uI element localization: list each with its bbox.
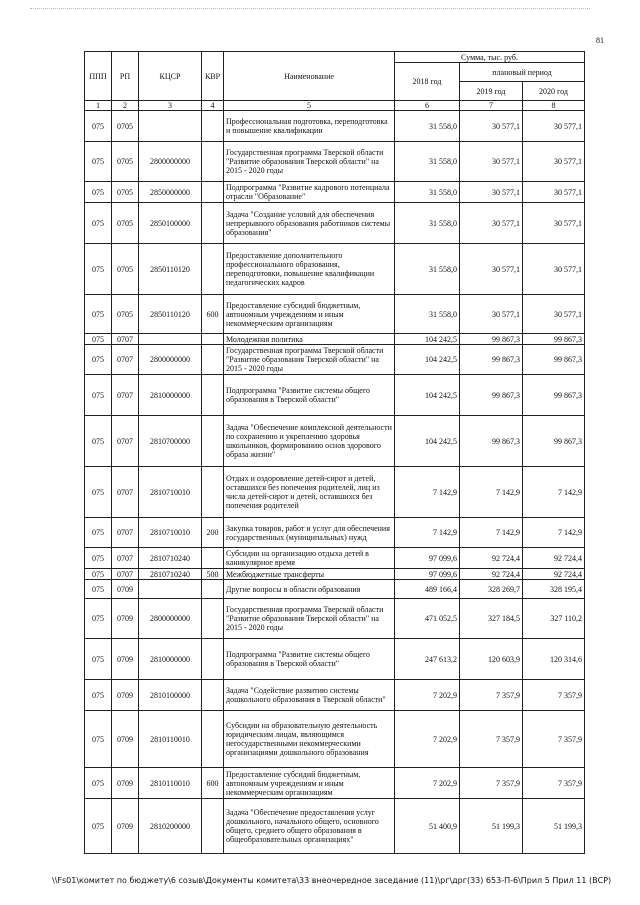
cell-kcsr: 2850100000 xyxy=(139,203,202,244)
cell-2020: 30 577,1 xyxy=(523,203,585,244)
cell-kvr xyxy=(202,599,224,639)
cell-2018: 104 242,5 xyxy=(395,345,460,375)
header-rp: РП xyxy=(112,52,139,101)
cell-kvr xyxy=(202,203,224,244)
cell-2018: 97 099,6 xyxy=(395,548,460,569)
cell-name: Профессиональная подготовка, переподготовка и повышение квалификации xyxy=(224,111,395,142)
table-header xyxy=(85,52,585,111)
cell-2020: 7 357,9 xyxy=(523,711,585,768)
cell-2019: 92 724,4 xyxy=(460,569,523,580)
cell-kvr xyxy=(202,111,224,142)
cell-2018: 7 202,9 xyxy=(395,711,460,768)
cell-kvr xyxy=(202,142,224,182)
cell-name: Межбюджетные трансферты xyxy=(224,569,395,580)
cell-rp: 0709 xyxy=(112,599,139,639)
cell-name: Предоставление дополнительного профессионального образования, переподготовки, повышение квалификации педагогических кадров xyxy=(224,244,395,295)
table-row xyxy=(85,580,585,599)
column-number: 4 xyxy=(202,101,224,111)
table-body xyxy=(85,111,585,854)
cell-rp: 0705 xyxy=(112,244,139,295)
cell-2019: 30 577,1 xyxy=(460,295,523,334)
cell-2020: 327 110,2 xyxy=(523,599,585,639)
cell-kvr xyxy=(202,375,224,416)
cell-kvr xyxy=(202,639,224,680)
cell-kcsr xyxy=(139,334,202,345)
budget-table xyxy=(84,51,585,854)
cell-kvr: 600 xyxy=(202,768,224,799)
table-row xyxy=(85,799,585,854)
cell-2018: 247 613,2 xyxy=(395,639,460,680)
cell-2019: 99 867,3 xyxy=(460,345,523,375)
cell-2020: 7 357,9 xyxy=(523,680,585,711)
cell-rp: 0707 xyxy=(112,518,139,548)
cell-2019: 7 142,9 xyxy=(460,518,523,548)
cell-name: Субсидии на организацию отдыха детей в каникулярное время xyxy=(224,548,395,569)
column-number: 5 xyxy=(224,101,395,111)
cell-2019: 99 867,3 xyxy=(460,375,523,416)
table-row xyxy=(85,203,585,244)
cell-kcsr: 2810100000 xyxy=(139,680,202,711)
cell-2019: 30 577,1 xyxy=(460,203,523,244)
column-number: 3 xyxy=(139,101,202,111)
cell-ppp: 075 xyxy=(85,111,112,142)
cell-kcsr xyxy=(139,580,202,599)
cell-name: Государственная программа Тверской области "Развитие образования Тверской области" на 2015 - 2020 годы xyxy=(224,345,395,375)
cell-2018: 7 202,9 xyxy=(395,768,460,799)
column-number: 2 xyxy=(112,101,139,111)
header-kcsr: КЦСР xyxy=(139,52,202,101)
cell-2020: 7 357,9 xyxy=(523,768,585,799)
table-row xyxy=(85,639,585,680)
column-number: 1 xyxy=(85,101,112,111)
cell-kcsr: 2810110010 xyxy=(139,711,202,768)
header-ppp: ППП xyxy=(85,52,112,101)
cell-2020: 120 314,6 xyxy=(523,639,585,680)
cell-name: Предоставление субсидий бюджетным, автономным учреждениям и иным некоммерческим организациям xyxy=(224,768,395,799)
cell-kvr: 200 xyxy=(202,518,224,548)
cell-2019: 30 577,1 xyxy=(460,142,523,182)
cell-ppp: 075 xyxy=(85,375,112,416)
cell-name: Предоставление субсидий бюджетным, автономным учреждениям и иным некоммерческим организациям xyxy=(224,295,395,334)
cell-ppp: 075 xyxy=(85,768,112,799)
header-planning-period: плановый период xyxy=(460,63,585,82)
cell-name: Закупка товаров, работ и услуг для обеспечения государственных (муниципальных) нужд xyxy=(224,518,395,548)
cell-2020: 30 577,1 xyxy=(523,111,585,142)
cell-ppp: 075 xyxy=(85,295,112,334)
cell-name: Молодежная политика xyxy=(224,334,395,345)
cell-2020: 30 577,1 xyxy=(523,142,585,182)
cell-name: Государственная программа Тверской области "Развитие образования Тверской области" на 2015 - 2020 годы xyxy=(224,599,395,639)
cell-ppp: 075 xyxy=(85,142,112,182)
cell-2018: 31 558,0 xyxy=(395,244,460,295)
table-row xyxy=(85,345,585,375)
cell-kcsr: 2810710240 xyxy=(139,569,202,580)
table-row xyxy=(85,375,585,416)
cell-ppp: 075 xyxy=(85,639,112,680)
cell-kcsr: 2810710010 xyxy=(139,467,202,518)
cell-kvr xyxy=(202,345,224,375)
cell-kvr xyxy=(202,548,224,569)
header-year-2020: 2020 год xyxy=(523,82,585,101)
cell-rp: 0707 xyxy=(112,334,139,345)
cell-ppp: 075 xyxy=(85,345,112,375)
cell-2018: 51 400,9 xyxy=(395,799,460,854)
cell-2019: 7 357,9 xyxy=(460,768,523,799)
table-row xyxy=(85,416,585,467)
cell-rp: 0705 xyxy=(112,203,139,244)
table-row xyxy=(85,768,585,799)
cell-kcsr: 2850110120 xyxy=(139,295,202,334)
cell-2019: 7 357,9 xyxy=(460,680,523,711)
cell-2018: 31 558,0 xyxy=(395,182,460,203)
page-number: 81 xyxy=(596,36,604,45)
table-row xyxy=(85,182,585,203)
cell-kvr: 500 xyxy=(202,569,224,580)
cell-kcsr: 2850110120 xyxy=(139,244,202,295)
cell-name: Задача "Обеспечение комплексной деятельности по сохранению и укреплению здоровья школьников, формированию основ здорового образа жизни" xyxy=(224,416,395,467)
cell-rp: 0707 xyxy=(112,569,139,580)
cell-2019: 327 184,5 xyxy=(460,599,523,639)
cell-2020: 30 577,1 xyxy=(523,182,585,203)
cell-2020: 92 724,4 xyxy=(523,548,585,569)
cell-kcsr: 2810700000 xyxy=(139,416,202,467)
cell-ppp: 075 xyxy=(85,203,112,244)
cell-rp: 0707 xyxy=(112,345,139,375)
cell-2020: 7 142,9 xyxy=(523,467,585,518)
table-row xyxy=(85,111,585,142)
cell-kvr xyxy=(202,680,224,711)
table-row xyxy=(85,548,585,569)
cell-rp: 0707 xyxy=(112,375,139,416)
table-row xyxy=(85,142,585,182)
cell-ppp: 075 xyxy=(85,599,112,639)
table-row xyxy=(85,680,585,711)
cell-ppp: 075 xyxy=(85,548,112,569)
cell-2019: 51 199,3 xyxy=(460,799,523,854)
cell-2018: 31 558,0 xyxy=(395,203,460,244)
cell-name: Задача "Создание условий для обеспечения непрерывного образования работников системы образования" xyxy=(224,203,395,244)
cell-2018: 471 052,5 xyxy=(395,599,460,639)
cell-2020: 99 867,3 xyxy=(523,416,585,467)
cell-2020: 99 867,3 xyxy=(523,375,585,416)
cell-ppp: 075 xyxy=(85,799,112,854)
cell-kcsr xyxy=(139,111,202,142)
cell-ppp: 075 xyxy=(85,182,112,203)
cell-kvr xyxy=(202,334,224,345)
table-row xyxy=(85,518,585,548)
cell-rp: 0709 xyxy=(112,768,139,799)
column-number-row xyxy=(85,101,585,111)
cell-kvr xyxy=(202,711,224,768)
cell-name: Отдых и оздоровление детей-сирот и детей, оставшихся без попечения родителей, лиц из числа детей-сирот и детей, оставшихся без попечения родителей xyxy=(224,467,395,518)
cell-rp: 0709 xyxy=(112,799,139,854)
cell-2018: 104 242,5 xyxy=(395,375,460,416)
cell-2020: 92 724,4 xyxy=(523,569,585,580)
header-sum-title: Сумма, тыс. руб. xyxy=(395,52,585,63)
cell-2018: 7 202,9 xyxy=(395,680,460,711)
cell-2019: 7 357,9 xyxy=(460,711,523,768)
cell-2020: 99 867,3 xyxy=(523,345,585,375)
cell-2018: 31 558,0 xyxy=(395,295,460,334)
cell-ppp: 075 xyxy=(85,244,112,295)
cell-kvr xyxy=(202,580,224,599)
cell-rp: 0705 xyxy=(112,142,139,182)
cell-2019: 30 577,1 xyxy=(460,244,523,295)
cell-kcsr: 2800000000 xyxy=(139,345,202,375)
cell-kcsr: 2810000000 xyxy=(139,375,202,416)
cell-2020: 99 867,3 xyxy=(523,334,585,345)
cell-kcsr: 2810110010 xyxy=(139,768,202,799)
cell-kvr xyxy=(202,416,224,467)
header-kvr: КВР xyxy=(202,52,224,101)
cell-2018: 7 142,9 xyxy=(395,518,460,548)
cell-2020: 7 142,9 xyxy=(523,518,585,548)
cell-2018: 97 099,6 xyxy=(395,569,460,580)
cell-ppp: 075 xyxy=(85,467,112,518)
cell-name: Подпрограмма "Развитие системы общего образования в Тверской области" xyxy=(224,639,395,680)
cell-2020: 30 577,1 xyxy=(523,244,585,295)
cell-kcsr: 2810710240 xyxy=(139,548,202,569)
cell-name: Субсидии на образовательную деятельность юридическим лицам, являющимся негосударственными некоммерческими организациями дошкольного образования xyxy=(224,711,395,768)
cell-name: Задача "Обеспечение предоставления услуг дошкольного, начального общего, основного общего, среднего общего образования в общеобразовательных организациях" xyxy=(224,799,395,854)
cell-name: Задача "Содействие развитию системы дошкольного образования в Тверской области" xyxy=(224,680,395,711)
cell-2020: 328 195,4 xyxy=(523,580,585,599)
cell-kcsr: 2800000000 xyxy=(139,142,202,182)
cell-2019: 7 142,9 xyxy=(460,467,523,518)
table-row xyxy=(85,295,585,334)
table-row xyxy=(85,599,585,639)
cell-ppp: 075 xyxy=(85,518,112,548)
cell-kvr xyxy=(202,182,224,203)
file-path-footer: \\Fs01\комитет по бюджету\6 созыв\Документы комитета\33 внеочередное заседание (11)\рг\дрг(33) 653-П-6\Прил 5 Прил 11 (ВСР) xyxy=(52,876,612,885)
table-row xyxy=(85,334,585,345)
cell-kvr: 600 xyxy=(202,295,224,334)
cell-2018: 489 166,4 xyxy=(395,580,460,599)
cell-kcsr: 2810000000 xyxy=(139,639,202,680)
cell-rp: 0709 xyxy=(112,639,139,680)
cell-2019: 30 577,1 xyxy=(460,111,523,142)
cell-name: Подпрограмма "Развитие системы общего образования в Тверской области" xyxy=(224,375,395,416)
cell-kvr xyxy=(202,244,224,295)
cell-2018: 31 558,0 xyxy=(395,142,460,182)
cell-rp: 0709 xyxy=(112,711,139,768)
header-year-2019: 2019 год xyxy=(460,82,523,101)
cell-rp: 0705 xyxy=(112,111,139,142)
cell-ppp: 075 xyxy=(85,580,112,599)
cell-2018: 7 142,9 xyxy=(395,467,460,518)
table-row xyxy=(85,467,585,518)
cell-2019: 30 577,1 xyxy=(460,182,523,203)
column-number: 6 xyxy=(395,101,460,111)
cell-ppp: 075 xyxy=(85,680,112,711)
cell-rp: 0707 xyxy=(112,467,139,518)
cell-2018: 31 558,0 xyxy=(395,111,460,142)
cell-2019: 92 724,4 xyxy=(460,548,523,569)
cell-rp: 0709 xyxy=(112,680,139,711)
cell-kcsr: 2850000000 xyxy=(139,182,202,203)
cell-2019: 328 269,7 xyxy=(460,580,523,599)
cell-rp: 0707 xyxy=(112,416,139,467)
cell-ppp: 075 xyxy=(85,334,112,345)
cell-kcsr: 2800000000 xyxy=(139,599,202,639)
cell-rp: 0709 xyxy=(112,580,139,599)
cell-rp: 0707 xyxy=(112,548,139,569)
scan-top-line xyxy=(30,8,590,10)
cell-name: Другие вопросы в области образования xyxy=(224,580,395,599)
cell-2018: 104 242,5 xyxy=(395,334,460,345)
cell-2019: 99 867,3 xyxy=(460,334,523,345)
cell-kvr xyxy=(202,799,224,854)
cell-rp: 0705 xyxy=(112,295,139,334)
cell-2019: 99 867,3 xyxy=(460,416,523,467)
table-row xyxy=(85,244,585,295)
cell-name: Подпрограмма "Развитие кадрового потенциала отрасли "Образование" xyxy=(224,182,395,203)
cell-2018: 104 242,5 xyxy=(395,416,460,467)
header-year-2018: 2018 год xyxy=(395,63,460,101)
cell-ppp: 075 xyxy=(85,711,112,768)
cell-2020: 51 199,3 xyxy=(523,799,585,854)
header-name: Наименование xyxy=(224,52,395,101)
cell-ppp: 075 xyxy=(85,416,112,467)
column-number: 8 xyxy=(523,101,585,111)
cell-ppp: 075 xyxy=(85,569,112,580)
cell-name: Государственная программа Тверской области "Развитие образования Тверской области" на 2015 - 2020 годы xyxy=(224,142,395,182)
cell-2019: 120 603,9 xyxy=(460,639,523,680)
cell-kcsr: 2810200000 xyxy=(139,799,202,854)
cell-rp: 0705 xyxy=(112,182,139,203)
cell-kcsr: 2810710010 xyxy=(139,518,202,548)
column-number: 7 xyxy=(460,101,523,111)
table-row xyxy=(85,711,585,768)
table-row xyxy=(85,569,585,580)
cell-2020: 30 577,1 xyxy=(523,295,585,334)
cell-kvr xyxy=(202,467,224,518)
